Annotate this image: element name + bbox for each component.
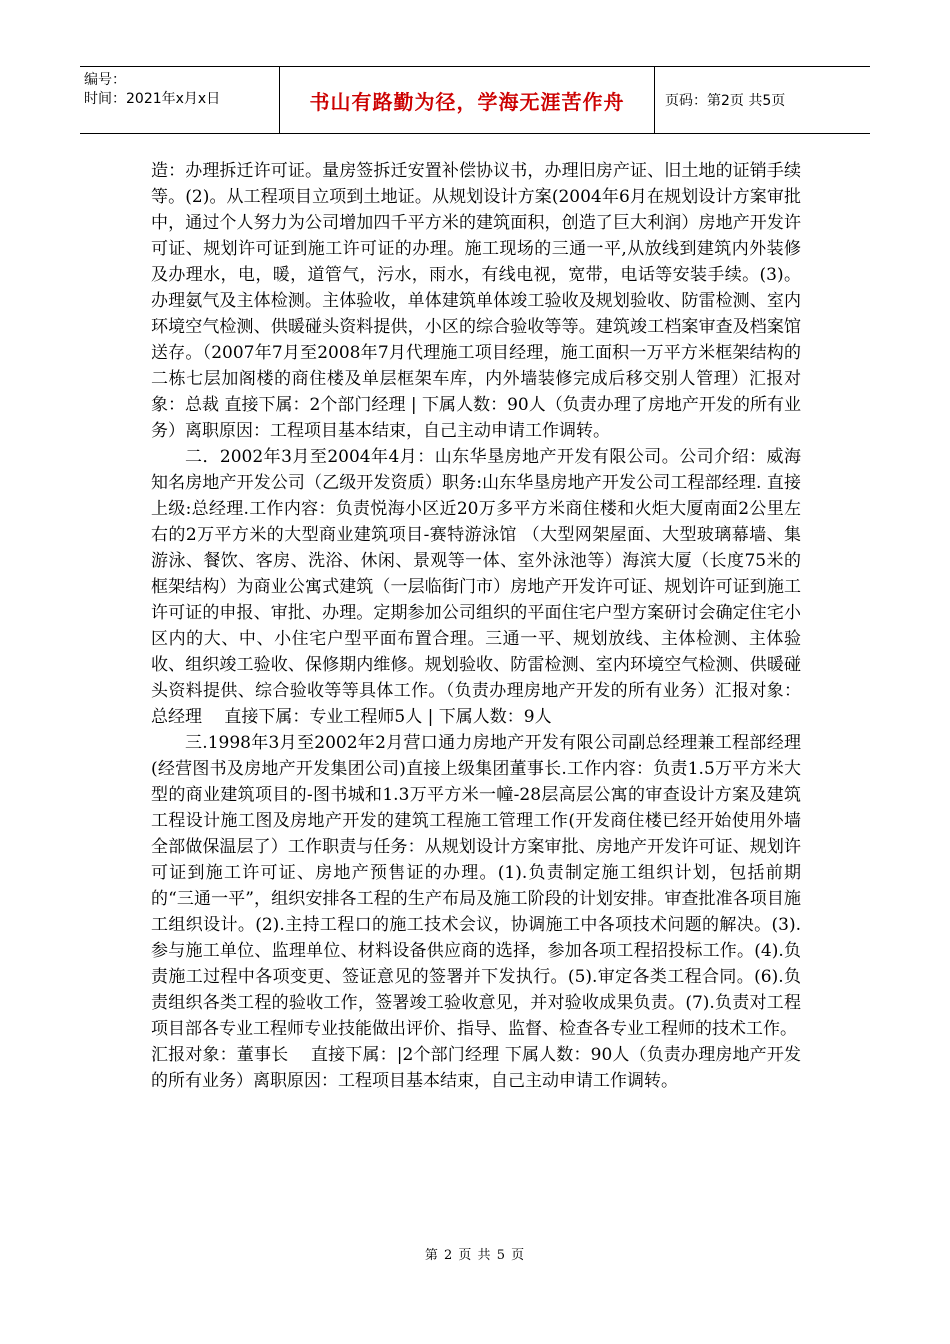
body-paragraph: 造：办理拆迁许可证。量房签拆迁安置补偿协议书，办理旧房产证、旧土地的证销手续等。(2)。从工程项目立项到土地证。从规划设计方案(2004年6月在规划设计方案审批中，通过个人努力为公司增加四千平方米的建筑面积，创造了巨大利润）房地产开发许可证、规划许可证到施工许可证的办理。施工现场的三通一平,从放线到建筑内外装修及办理水，电，暖，道管气，污水，雨水，有线电视，宽带，电话等安装手续。(3)。办理氨气及主体检测。主体验收，单体建筑单体竣工验收及规划验收、防雷检测、室内环境空气检测、供暖碰头资料提供，小区的综合验收等等。建筑竣工档案审查及档案馆送存。（2007年7月至2008年7月代理施工项目经理，施工面积一万平方米框架结构的二栋七层加阁楼的商住楼及单层框架车库，内外墙装修完成后移交别人管理）汇报对象：总裁 直接下属：2个部门经理 | 下属人数：90人（负责办理了房地产开发的所有业务）离职原因：工程项目基本结束，自己主动申请工作调转。 [151, 161, 801, 441]
document-body [151, 158, 801, 1094]
body-paragraph: 二．2002年3月至2004年4月：山东华垦房地产开发有限公司。公司介绍：威海知名房地产开发公司（乙级开发资质）职务:山东华垦房地产开发公司工程部经理. 直接上级:总经理.工作内容：负责悦海小区近20万多平方米商住楼和火炬大厦南面2公里左右的2万平方米的大型商业建筑项目-赛特游泳馆 （大型网架屋面、大型玻璃幕墙、集游泳、餐饮、客房、洗浴、休闲、景观等一体、室外泳池等）海滨大厦（长度75米的框架结构）为商业公寓式建筑（一层临街门市）房地产开发许可证、规划许可证到施工许可证的申报、审批、办理。定期参加公司组织的平面住宅户型方案研讨会确定住宅小区内的大、中、小住宅户型平面布置合理。三通一平、规划放线、主体检测、主体验收、组织竣工验收、保修期内维修。规划验收、防雷检测、室内环境空气检测、供暖碰头资料提供、综合验收等等具体工作。（负责办理房地产开发的所有业务）汇报对象：总经理 直接下属：专业工程师5人 | 下属人数：9人 [151, 447, 801, 727]
body-paragraph: 三.1998年3月至2002年2月营口通力房地产开发有限公司副总经理兼工程部经理(经营图书及房地产开发集团公司)直接上级集团董事长.工作内容：负责1.5万平方米大型的商业建筑项目的-图书城和1.3万平方米一幢-28层高层公寓的审查设计方案及建筑工程设计施工图及房地产开发的建筑工程施工管理工作(开发商住楼已经开始使用外墙全部做保温层了）工作职责与任务：从规划设计方案审批、房地产开发许可证、规划许可证到施工许可证、房地产预售证的办理。(1).负责制定施工组织计划，包括前期的“三通一平”，组织安排各工程的生产布局及施工阶段的计划安排。审查批准各项目施工组织设计。(2).主持工程口的施工技术会议，协调施工中各项技术问题的解决。(3).参与施工单位、监理单位、材料设备供应商的选择，参加各项工程招投标工作。(4).负责施工过程中各项变更、签证意见的签署并下发执行。(5).审定各类工程合同。(6).负责组织各类工程的验收工作，签署竣工验收意见，并对验收成果负责。(7).负责对工程项目部各专业工程师专业技能做出评价、指导、监督、检查各专业工程师的技术工作。 [151, 733, 801, 1039]
page-footer: 第 2 页 共 5 页 [424, 1248, 526, 1263]
header-meta [80, 67, 280, 133]
header-page-info: 页码：第2页 共5页 [665, 93, 786, 109]
header-motto: 书山有路勤为径，学海无涯苦作舟 [280, 67, 655, 133]
document-time-label: 时间：2021年x月x日 [84, 91, 221, 107]
document-number-label: 编号： [84, 72, 126, 88]
body-paragraph: 汇报对象：董事长 直接下属：|2个部门经理 下属人数：90人（负责办理房地产开发的所有业务）离职原因：工程项目基本结束，自己主动申请工作调转。 [151, 1045, 801, 1091]
page-header [80, 66, 870, 134]
